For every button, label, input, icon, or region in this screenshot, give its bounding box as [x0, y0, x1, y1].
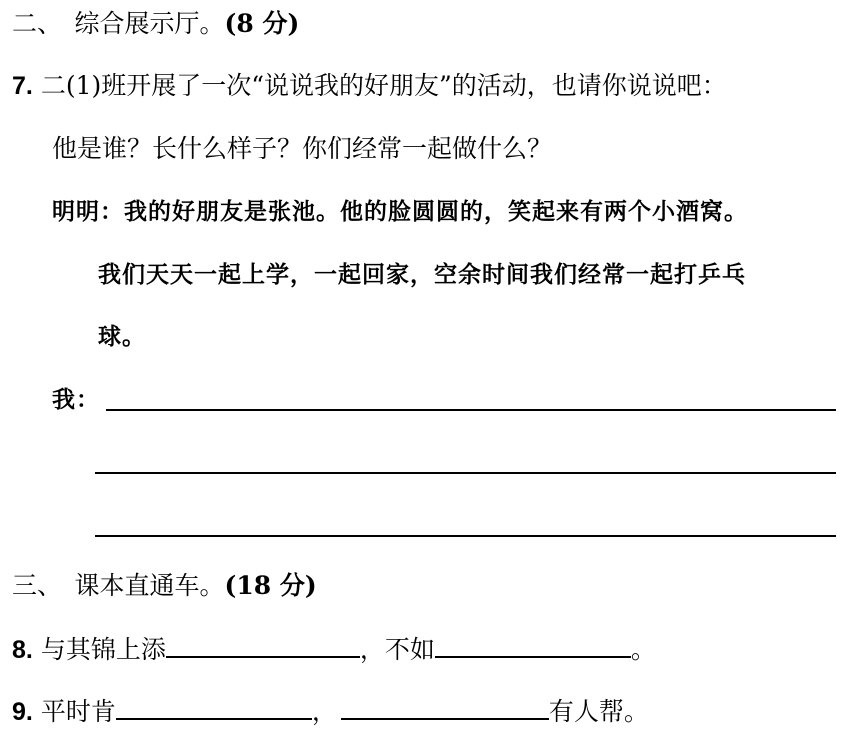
q8-number: 8 [12, 636, 26, 664]
answer-label: 我： [52, 386, 100, 413]
q9-blank-1[interactable] [116, 694, 312, 720]
q7-line-1 [12, 70, 727, 102]
q9-text-3: 有人帮。 [548, 697, 649, 726]
section-3-heading [12, 570, 317, 602]
q7-example-line-3 [98, 321, 146, 353]
example-text-1: 我的好朋友是张池。他的脸圆圆的，笑起来有两个小酒窝。 [124, 198, 748, 225]
q7-prompt-1: 二(1)班开展了一次“说说我的好朋友”的活动，也请你说说吧： [40, 71, 727, 100]
q9-line [12, 694, 649, 728]
section-3-score: (18 分) [224, 571, 317, 600]
example-speaker-label: 明明： [52, 198, 124, 225]
q9-text-2: ， [311, 697, 337, 726]
q9-blank-2[interactable] [341, 694, 549, 720]
q9-text-1: 平时肯 [40, 697, 116, 726]
q8-text-1: 与其锦上添 [40, 635, 166, 664]
q8-dot: . [25, 636, 33, 664]
section-2-title: 二、 综合展示厅。 [12, 9, 225, 38]
section-2-score: (8 分) [224, 9, 300, 38]
q7-answer-label [52, 384, 100, 416]
q7-number: 7 [12, 72, 26, 100]
q8-blank-1[interactable] [166, 632, 360, 658]
q8-blank-2[interactable] [435, 632, 631, 658]
example-text-3: 球。 [98, 323, 146, 350]
q7-answer-line-2[interactable] [95, 472, 836, 474]
q7-example-line-2 [98, 259, 746, 291]
q7-example-line-1 [52, 196, 748, 228]
q7-line-2 [52, 133, 552, 165]
example-text-2: 我们天天一起上学，一起回家，空余时间我们经常一起打乒乓 [98, 261, 746, 288]
section-3-title: 三、 课本直通车。 [12, 571, 225, 600]
q8-text-3: 。 [630, 635, 656, 664]
q7-answer-line-1[interactable] [106, 409, 836, 411]
section-2-heading [12, 8, 299, 40]
q9-number: 9 [12, 698, 26, 726]
q9-dot: . [25, 698, 33, 726]
q7-dot: . [25, 72, 33, 100]
q8-text-2: ，不如 [359, 635, 435, 664]
q7-prompt-2: 他是谁？长什么样子？你们经常一起做什么？ [52, 134, 553, 163]
q8-line [12, 632, 656, 666]
q7-answer-line-3[interactable] [95, 535, 836, 537]
